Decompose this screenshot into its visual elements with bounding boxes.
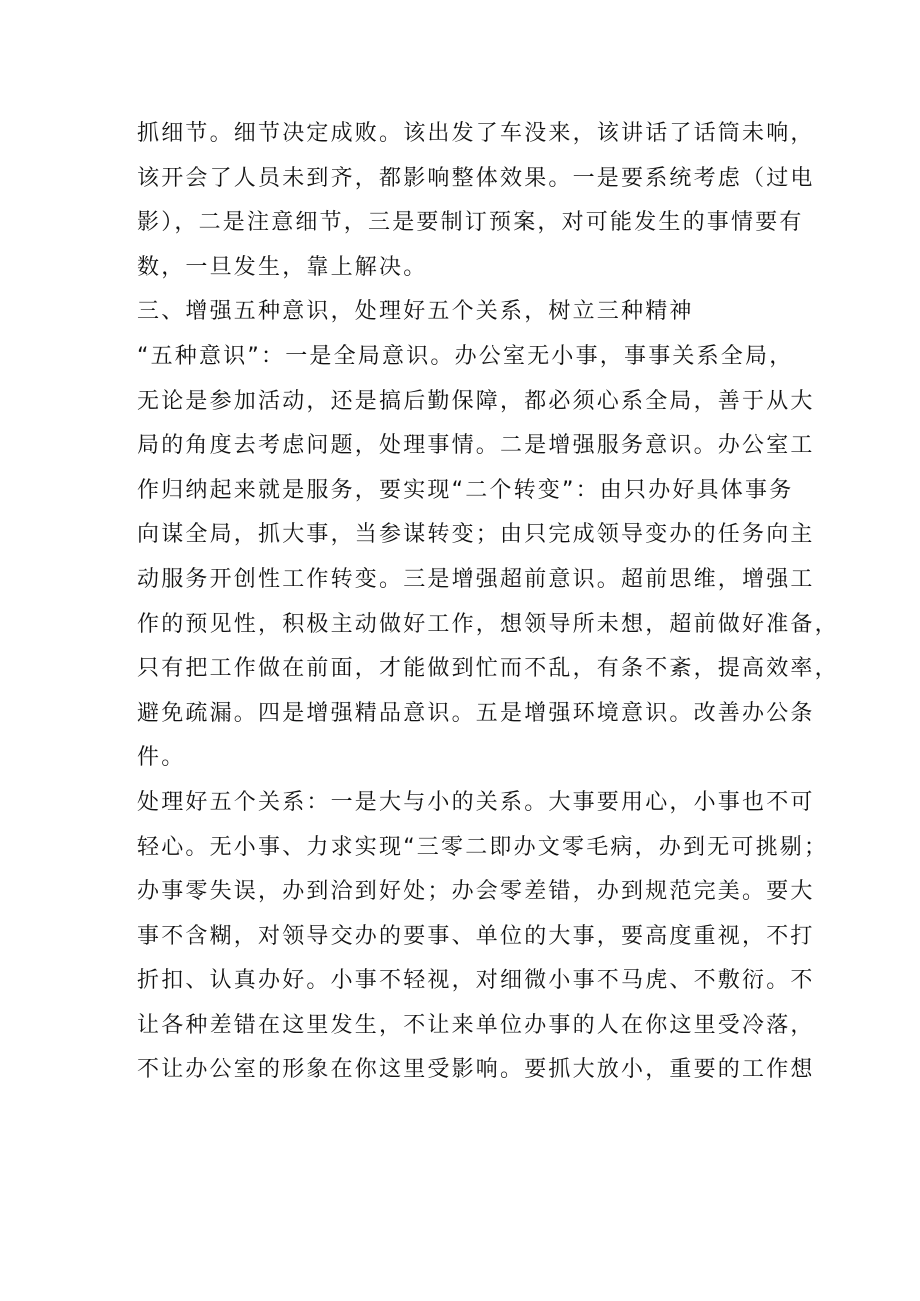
text-line: 无论是参加活动，还是搞后勤保障，都必须心系全局，善于从大 — [137, 388, 815, 414]
text-line: 该开会了人员未到齐，都影响整体效果。一是要系统考虑（过电 — [137, 165, 815, 191]
text-line: 动服务开创性工作转变。三是增强超前意识。超前思维，增强工 — [137, 566, 815, 592]
text-line: 办事零失误，办到洽到好处；办会零差错，办到规范完美。要大 — [137, 879, 815, 905]
text-line: 局的角度去考虑问题，处理事情。二是增强服务意识。办公室工 — [137, 433, 815, 459]
text-line: 数，一旦发生，靠上解决。 — [137, 254, 428, 280]
text-line: 折扣、认真办好。小事不轻视，对细微小事不马虎、不敷衍。不 — [137, 968, 815, 994]
text-line: 作归纳起来就是服务，要实现“二个转变”：由只办好具体事务 — [137, 477, 794, 503]
text-line: 事不含糊，对领导交办的要事、单位的大事，要高度重视，不打 — [137, 923, 815, 949]
text-line: 件。 — [137, 745, 186, 771]
text-line: “五种意识”：一是全局意识。办公室无小事，事事关系全局， — [137, 343, 794, 369]
text-line: 抓细节。细节决定成败。该出发了车没来，该讲话了话筒未响， — [137, 121, 815, 146]
text-line: 影），二是注意细节，三是要制订预案，对可能发生的事情要有 — [137, 210, 804, 236]
section-heading: 三、增强五种意识，处理好五个关系，树立三种精神 — [137, 299, 694, 325]
text-line: 作的预见性，积极主动做好工作，想领导所未想，超前做好准备， — [137, 611, 839, 637]
document-body — [137, 112, 839, 1093]
text-line: 让各种差错在这里发生，不让来单位办事的人在你这里受冷落， — [137, 1012, 815, 1038]
text-line: 只有把工作做在前面，才能做到忙而不乱，有条不紊，提高效率， — [137, 656, 839, 682]
text-line: 不让办公室的形象在你这里受影响。要抓大放小，重要的工作想 — [137, 1057, 815, 1083]
text-line: 处理好五个关系：一是大与小的关系。大事要用心，小事也不可 — [137, 789, 815, 815]
text-line: 避免疏漏。四是增强精品意识。五是增强环境意识。改善办公条 — [137, 700, 815, 726]
text-line: 轻心。无小事、力求实现“三零二即办文零毛病，办到无可挑剔； — [137, 834, 829, 860]
text-line: 向谋全局，抓大事，当参谋转变；由只完成领导变办的任务向主 — [137, 522, 815, 548]
